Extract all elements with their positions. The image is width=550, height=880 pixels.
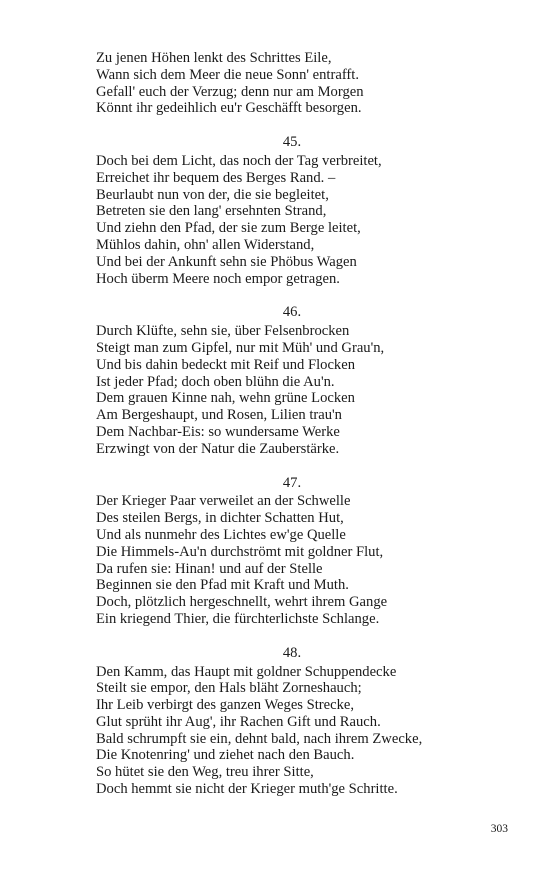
page-number: 303: [490, 823, 508, 835]
verse-line: Mühlos dahin, ohn' allen Widerstand,: [96, 236, 315, 253]
verse-line: Und ziehn den Pfad, der sie zum Berge leitet,: [96, 220, 361, 237]
verse-line: Die Himmels-Au'n durchströmt mit goldner Flut,: [96, 543, 384, 560]
stanza-48: [96, 645, 476, 798]
stanza-number: 45.: [282, 134, 302, 151]
verse-line: Den Kamm, das Haupt mit goldner Schuppendecke: [96, 663, 397, 680]
stanza-47: [96, 475, 476, 628]
verse-line: Ein kriegend Thier, die fürchterlichste Schlange.: [96, 610, 380, 627]
stanza-45: [96, 134, 476, 287]
stanza-number: 46.: [282, 304, 302, 321]
stanza-46: [96, 304, 476, 457]
verse-line: Doch bei dem Licht, das noch der Tag verbreitet,: [96, 152, 382, 169]
verse-line: Die Knotenring' und ziehet nach den Bauch.: [96, 747, 355, 764]
stanza-44-continuation: [96, 50, 476, 117]
verse-line: Dem grauen Kinne nah, wehn grüne Locken: [96, 390, 355, 407]
verse-line: Dem Nachbar-Eis: so wundersame Werke: [96, 423, 340, 440]
verse-line: Des steilen Bergs, in dichter Schatten Hut,: [96, 510, 344, 527]
verse-line: Und als nunmehr des Lichtes ew'ge Quelle: [96, 526, 346, 543]
verse-line: Und bei der Ankunft sehn sie Phöbus Wagen: [96, 253, 357, 270]
verse-line: Ist jeder Pfad; doch oben blühn die Au'n.: [96, 373, 335, 390]
verse-line: Beurlaubt nun von der, die sie begleitet,: [96, 186, 329, 203]
verse-line: Doch hemmt sie nicht der Krieger muth'ge Schritte.: [96, 781, 398, 798]
verse-line: Betreten sie den lang' ersehnten Strand,: [96, 203, 327, 220]
verse-line: Erreichet ihr bequem des Berges Rand. –: [96, 169, 336, 186]
verse-line: Bald schrumpft sie ein, dehnt bald, nach ihrem Zwecke,: [96, 730, 423, 747]
verse-line: Und bis dahin bedeckt mit Reif und Flocken: [96, 356, 355, 373]
verse-line: Durch Klüfte, sehn sie, über Felsenbrocken: [96, 323, 350, 340]
verse-line: Könnt ihr gedeihlich eu'r Geschäfft besorgen.: [96, 100, 362, 117]
verse-line: Hoch überm Meere noch empor getragen.: [96, 270, 340, 287]
verse-line: So hütet sie den Weg, treu ihrer Sitte,: [96, 764, 314, 781]
verse-line: Der Krieger Paar verweilet an der Schwelle: [96, 493, 351, 510]
verse-line: Erzwingt von der Natur die Zauberstärke.: [96, 440, 340, 457]
verse-line: Steigt man zum Gipfel, nur mit Müh' und Grau'n,: [96, 339, 385, 356]
verse-line: Gefall' euch der Verzug; denn nur am Morgen: [96, 83, 364, 100]
verse-line: Glut sprüht ihr Aug', ihr Rachen Gift und Rauch.: [96, 713, 381, 730]
stanza-number: 47.: [282, 474, 302, 491]
verse-line: Steilt sie empor, den Hals bläht Zorneshauch;: [96, 680, 362, 697]
verse-line: Doch, plötzlich hergeschnellt, wehrt ihrem Gange: [96, 594, 388, 611]
verse-line: Da rufen sie: Hinan! und auf der Stelle: [96, 560, 323, 577]
poem-text: [96, 50, 476, 798]
verse-line: Wann sich dem Meer die neue Sonn' entrafft.: [96, 66, 359, 83]
verse-line: Ihr Leib verbirgt des ganzen Weges Strecke,: [96, 697, 355, 714]
verse-line: Am Bergeshaupt, und Rosen, Lilien trau'n: [96, 407, 342, 424]
verse-line: Zu jenen Höhen lenkt des Schrittes Eile,: [96, 50, 332, 66]
verse-line: Beginnen sie den Pfad mit Kraft und Muth.: [96, 577, 349, 594]
stanza-number: 48.: [282, 644, 302, 661]
